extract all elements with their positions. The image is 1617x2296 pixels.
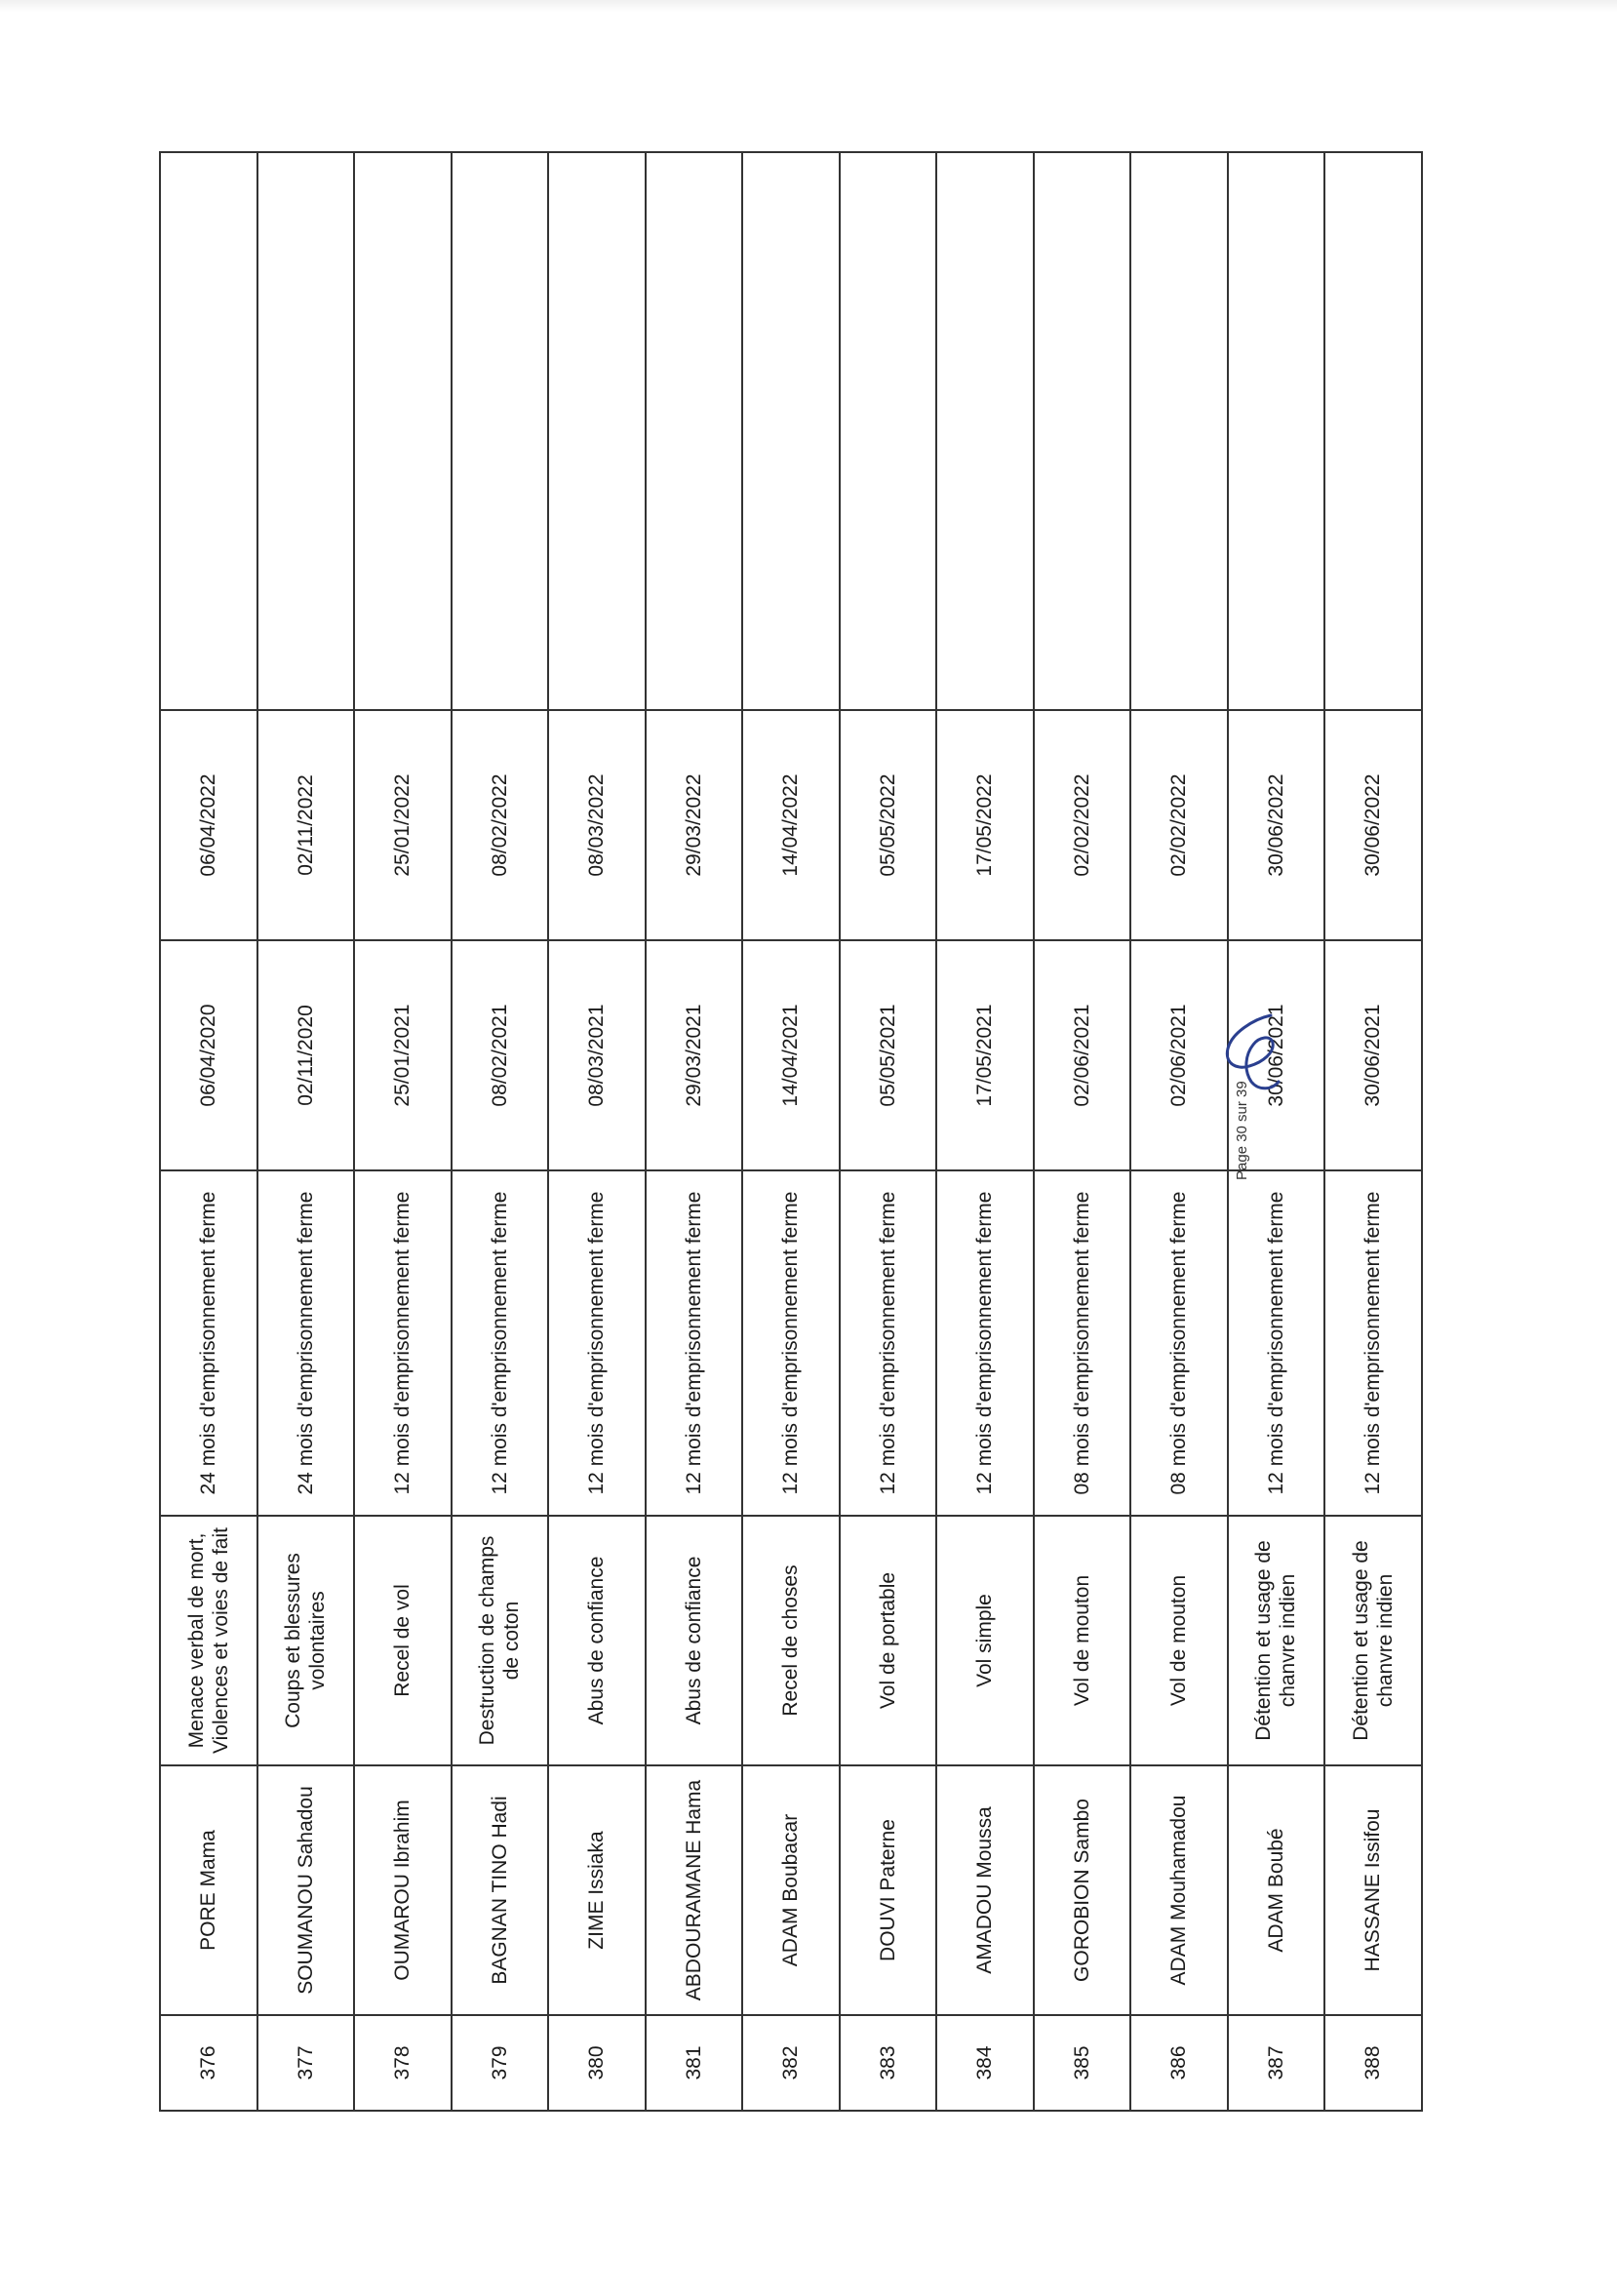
row-number-cell: 376 [160,2015,257,2111]
offense-cell: Vol de portable [840,1516,937,1765]
offense-cell: Recel de vol [354,1516,452,1765]
sentence-cell: 12 mois d'emprisonnement ferme [840,1170,937,1516]
observation-cell [936,152,1034,710]
offense-cell: Détention et usage de chanvre indien [1228,1516,1325,1765]
start-date-cell: 08/03/2021 [548,940,646,1170]
row-number-cell: 384 [936,2015,1034,2111]
page-footer: Page 30 sur 39 [1234,1081,1250,1180]
name-cell: OUMAROU Ibrahim [354,1765,452,2015]
sentence-cell: 08 mois d'emprisonnement ferme [1130,1170,1228,1516]
start-date-cell: 17/05/2021 [936,940,1034,1170]
row-number-cell: 379 [452,2015,549,2111]
name-cell: ZIME Issiaka [548,1765,646,2015]
row-number-cell: 378 [354,2015,452,2111]
name-cell: SOUMANOU Sahadou [257,1765,355,2015]
observation-cell [646,152,743,710]
table-body [160,152,1422,2111]
observation-cell [160,152,257,710]
start-date-cell: 02/06/2021 [1130,940,1228,1170]
start-date-cell: 06/04/2020 [160,940,257,1170]
row-number-cell: 387 [1228,2015,1325,2111]
observation-cell [1130,152,1228,710]
start-date-cell: 02/06/2021 [1034,940,1131,1170]
end-date-cell: 30/06/2022 [1324,710,1422,940]
name-cell: PORE Mama [160,1765,257,2015]
offense-cell: Menace verbal de mort, Violences et voies de fait [160,1516,257,1765]
table-row [936,152,1034,2111]
sentence-cell: 12 mois d'emprisonnement ferme [548,1170,646,1516]
observation-cell [1324,152,1422,710]
offense-cell: Vol de mouton [1130,1516,1228,1765]
rotated-table-container [159,153,1397,2112]
table-row [1130,152,1228,2111]
observation-cell [742,152,840,710]
table-row [646,152,743,2111]
offense-cell: Abus de confiance [548,1516,646,1765]
table-row [840,152,937,2111]
start-date-cell: 05/05/2021 [840,940,937,1170]
end-date-cell: 25/01/2022 [354,710,452,940]
sentence-cell: 12 mois d'emprisonnement ferme [452,1170,549,1516]
row-number-cell: 380 [548,2015,646,2111]
offense-cell: Abus de confiance [646,1516,743,1765]
table-row [548,152,646,2111]
table-row [452,152,549,2111]
name-cell: ADAM Boubacar [742,1765,840,2015]
end-date-cell: 08/03/2022 [548,710,646,940]
start-date-cell: 30/06/2021 [1228,940,1325,1170]
end-date-cell: 02/02/2022 [1130,710,1228,940]
offense-cell: Recel de choses [742,1516,840,1765]
scan-edge [0,0,1617,12]
start-date-cell: 30/06/2021 [1324,940,1422,1170]
observation-cell [548,152,646,710]
sentence-cell: 12 mois d'emprisonnement ferme [354,1170,452,1516]
name-cell: ABDOURAMANE Hama [646,1765,743,2015]
offense-cell: Détention et usage de chanvre indien [1324,1516,1422,1765]
row-number-cell: 382 [742,2015,840,2111]
sentence-cell: 24 mois d'emprisonnement ferme [160,1170,257,1516]
start-date-cell: 14/04/2021 [742,940,840,1170]
sentence-cell: 12 mois d'emprisonnement ferme [742,1170,840,1516]
observation-cell [840,152,937,710]
end-date-cell: 02/02/2022 [1034,710,1131,940]
row-number-cell: 377 [257,2015,355,2111]
row-number-cell: 381 [646,2015,743,2111]
table-row [1324,152,1422,2111]
table-row [742,152,840,2111]
offense-cell: Vol de mouton [1034,1516,1131,1765]
sentence-cell: 08 mois d'emprisonnement ferme [1034,1170,1131,1516]
end-date-cell: 29/03/2022 [646,710,743,940]
name-cell: ADAM Boubé [1228,1765,1325,2015]
end-date-cell: 30/06/2022 [1228,710,1325,940]
row-number-cell: 388 [1324,2015,1422,2111]
signature-initial-icon [1214,1009,1287,1097]
offense-cell: Vol simple [936,1516,1034,1765]
end-date-cell: 06/04/2022 [160,710,257,940]
name-cell: ADAM Mouhamadou [1130,1765,1228,2015]
start-date-cell: 25/01/2021 [354,940,452,1170]
start-date-cell: 08/02/2021 [452,940,549,1170]
sentence-cell: 12 mois d'emprisonnement ferme [936,1170,1034,1516]
name-cell: AMADOU Moussa [936,1765,1034,2015]
sentence-cell: 12 mois d'emprisonnement ferme [1324,1170,1422,1516]
end-date-cell: 02/11/2022 [257,710,355,940]
name-cell: GOROBION Sambo [1034,1765,1131,2015]
sentence-cell: 12 mois d'emprisonnement ferme [1228,1170,1325,1516]
end-date-cell: 08/02/2022 [452,710,549,940]
start-date-cell: 02/11/2020 [257,940,355,1170]
observation-cell [257,152,355,710]
table-row [160,152,257,2111]
name-cell: HASSANE Issifou [1324,1765,1422,2015]
end-date-cell: 05/05/2022 [840,710,937,940]
row-number-cell: 386 [1130,2015,1228,2111]
offense-cell: Coups et blessures volontaires [257,1516,355,1765]
offense-cell: Destruction de champs de coton [452,1516,549,1765]
observation-cell [1034,152,1131,710]
row-number-cell: 383 [840,2015,937,2111]
name-cell: BAGNAN TINO Hadi [452,1765,549,2015]
observation-cell [452,152,549,710]
sentence-cell: 24 mois d'emprisonnement ferme [257,1170,355,1516]
start-date-cell: 29/03/2021 [646,940,743,1170]
name-cell: DOUVI Paterne [840,1765,937,2015]
table-row [354,152,452,2111]
observation-cell [1228,152,1325,710]
end-date-cell: 14/04/2022 [742,710,840,940]
observation-cell [354,152,452,710]
table-row [1034,152,1131,2111]
row-number-cell: 385 [1034,2015,1131,2111]
sentence-cell: 12 mois d'emprisonnement ferme [646,1170,743,1516]
table-row [257,152,355,2111]
end-date-cell: 17/05/2022 [936,710,1034,940]
